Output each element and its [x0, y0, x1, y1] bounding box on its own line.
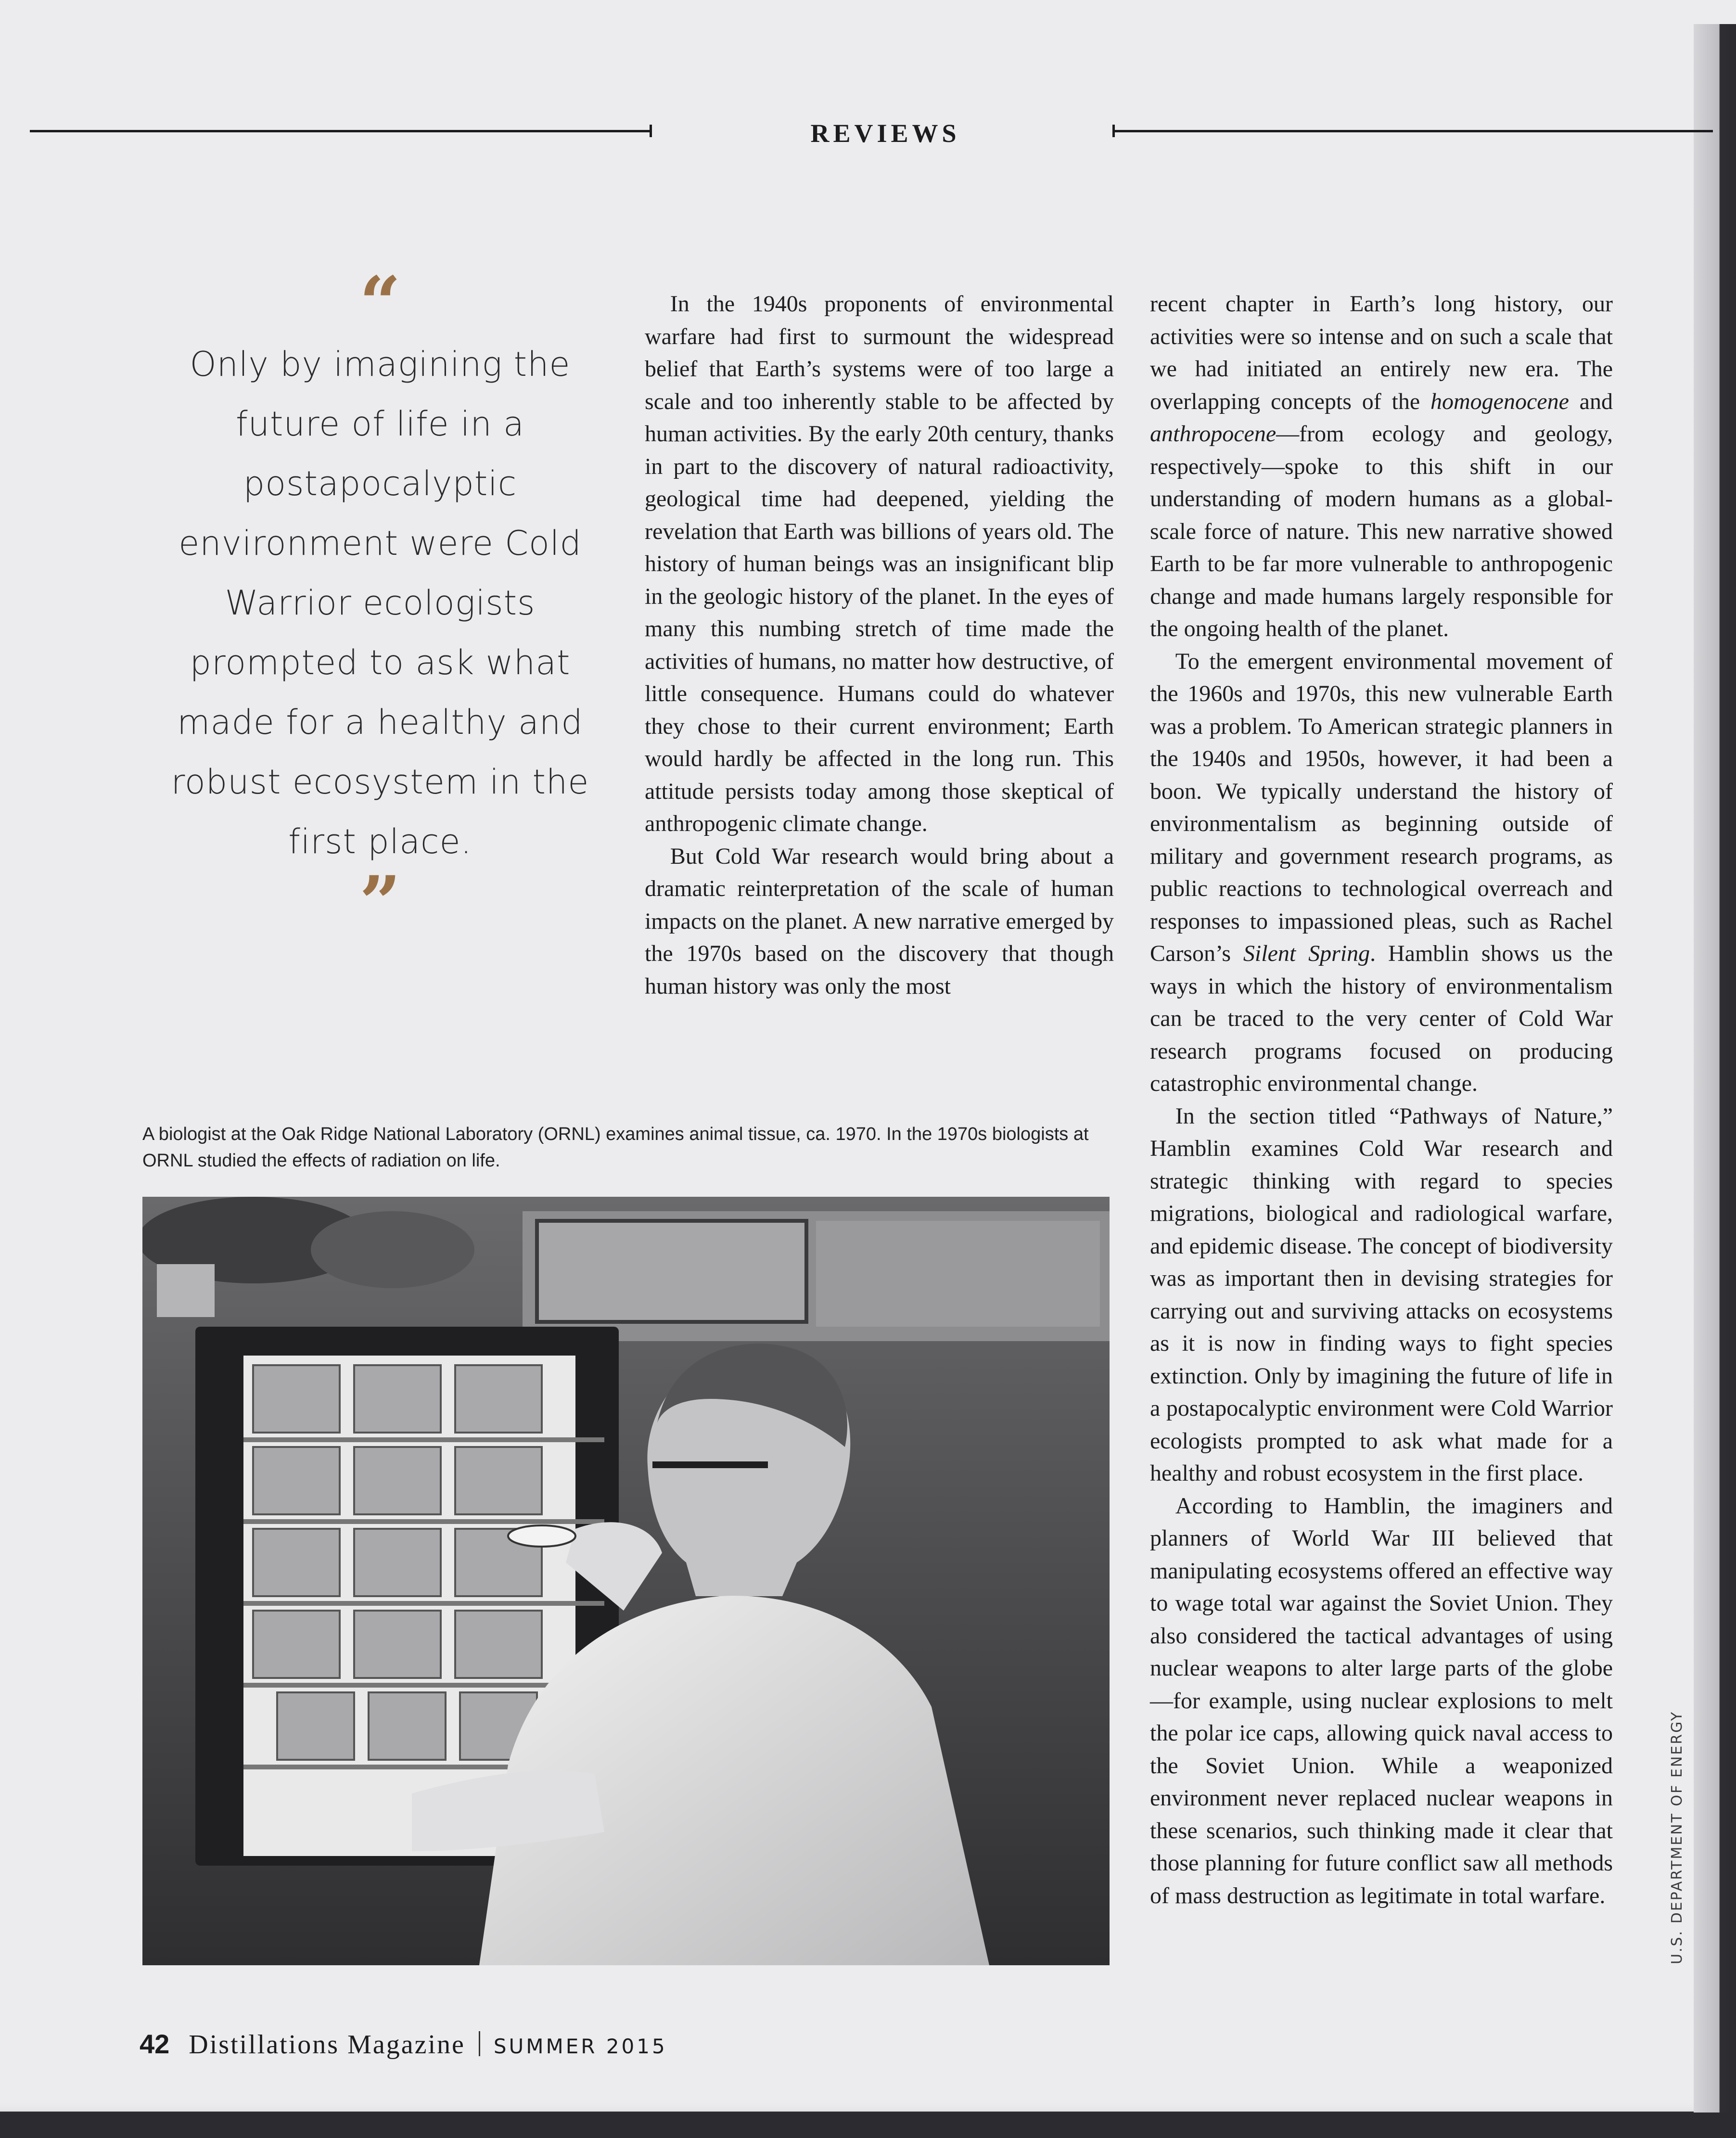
text-run: To the emergent environmental movement of the 1960s and 1970s, this new vulnerable Earth was a problem. To American strategic planners in the 1940s and 1950s, however, it had been a boon. We typically understand the history of environmentalism as beginning outside of military and government research programs, as public reactions to technological overreach and responses to impassioned pleas, such as Rachel Carson’s — [1150, 648, 1613, 966]
page-number: 42 — [140, 2029, 170, 2059]
page-edge — [1694, 0, 1736, 2138]
text-run: . Hamblin shows us the ways in which the history of environmentalism can be traced to the very center of Cold War research programs focused on producing catastrophic environmental change. — [1150, 941, 1613, 1096]
paragraph: In the 1940s proponents of environmental warfare had first to surmount the widespread belief that Earth’s systems were of too large a scale and too inherently stable to be affected by human activities. By the early 20th century, thanks in part to the discovery of natural radioactivity, geological time had deepened, yielding the revelation that Earth was billions of years old. The history of human beings was an insignificant blip in the geologic history of the planet. In the eyes of many this numbing stretch of time made the activities of humans, no matter how destructive, of little consequence. Humans could do whatever they chose to their current environment; Earth would hardly be affected in the long run. This attitude persists today among those skeptical of anthropogenic climate change. — [645, 291, 1114, 836]
scan-bottom-margin — [0, 2112, 1736, 2138]
close-quote-mark: ” — [359, 860, 401, 945]
paragraph — [1150, 645, 1613, 1100]
pull-quote-text: Only by imagining the future of life in a postapocalyptic environment were Cold Warrior ecologists prompted to ask what made for a healthy and robust ecosystem in the first place. — [171, 345, 589, 861]
paragraph: But Cold War research would bring about a dramatic reinterpretation of the scale of human impacts on the planet. A new narrative emerged by the 1970s based on the discovery that though human history was only the most — [645, 843, 1114, 999]
photo-biologist-examining-tissue — [142, 1197, 1110, 1965]
header-rule-right — [1114, 130, 1713, 132]
book-title: Silent Spring — [1243, 941, 1370, 966]
header-rule-left-tick — [650, 125, 652, 137]
body-column-2 — [1150, 288, 1613, 1912]
header-rule-left — [30, 130, 651, 132]
paragraph: In the section titled “Pathways of Nature,” Hamblin examines Cold War research and strategic thinking with regard to species migrations, biological and radiological warfare, and epidemic disease. The concept of biodiversity was as important then in devising strategies for carrying out and surviving attacks on ecosystems as it is now in finding ways to fight species extinction. Only by imagining the future of life in a postapocalyptic environment were Cold Warrior ecologists prompted to ask what made for a healthy and robust ecosystem in the first place. — [1150, 1103, 1613, 1486]
paragraph — [1150, 288, 1613, 645]
paragraph: According to Hamblin, the imaginers and planners of World War III believed that manipulating ecosystems offered an effective way to wage total war against the Soviet Union. They also considered the tactical advantages of using nuclear weapons to alter large parts of the globe—for example, using nuclear explosions to melt the polar ice caps, allowing quick naval access to the Soviet Union. While a weaponized environment never replaced nuclear weapons in these scenarios, such thinking made it clear that those planning for future conflict saw all methods of mass destruction as legitimate in total warfare. — [1150, 1493, 1613, 1908]
issue-label: SUMMER 2015 — [493, 2035, 667, 2058]
photo-caption: A biologist at the Oak Ridge National Laboratory (ORNL) examines animal tissue, ca. 1970. In the 1970s biologists at ORNL studied the effects of radiation on life. — [142, 1124, 1089, 1171]
photo-credit: U.S. DEPARTMENT OF ENERGY — [1669, 1710, 1685, 1964]
magazine-name: Distillations Magazine — [189, 2030, 465, 2060]
text-run: and — [1569, 388, 1613, 414]
body-column-1 — [645, 288, 1114, 1002]
pull-quote — [171, 261, 589, 945]
text-run: —from ecology and geology, respectively—spoke to this shift in our understanding of modern humans as a global-scale force of nature. This new narrative showed Earth to be far more vulnerable to anthropogenic change and made humans largely responsible for the ongoing health of the planet. — [1150, 421, 1613, 641]
scan-top-margin — [0, 0, 1736, 24]
italic-term: anthropocene — [1150, 421, 1276, 447]
text-run: recent chapter in Earth’s long history, our activities were so intense and on such a scale that we had initiated an entirely new era. The overlapping concepts of the — [1150, 291, 1613, 414]
italic-term: homogenocene — [1430, 388, 1569, 414]
section-header: REVIEWS — [810, 119, 960, 148]
page-footer — [140, 2028, 667, 2067]
open-quote-mark: “ — [359, 261, 401, 346]
footer-divider — [479, 2031, 480, 2056]
